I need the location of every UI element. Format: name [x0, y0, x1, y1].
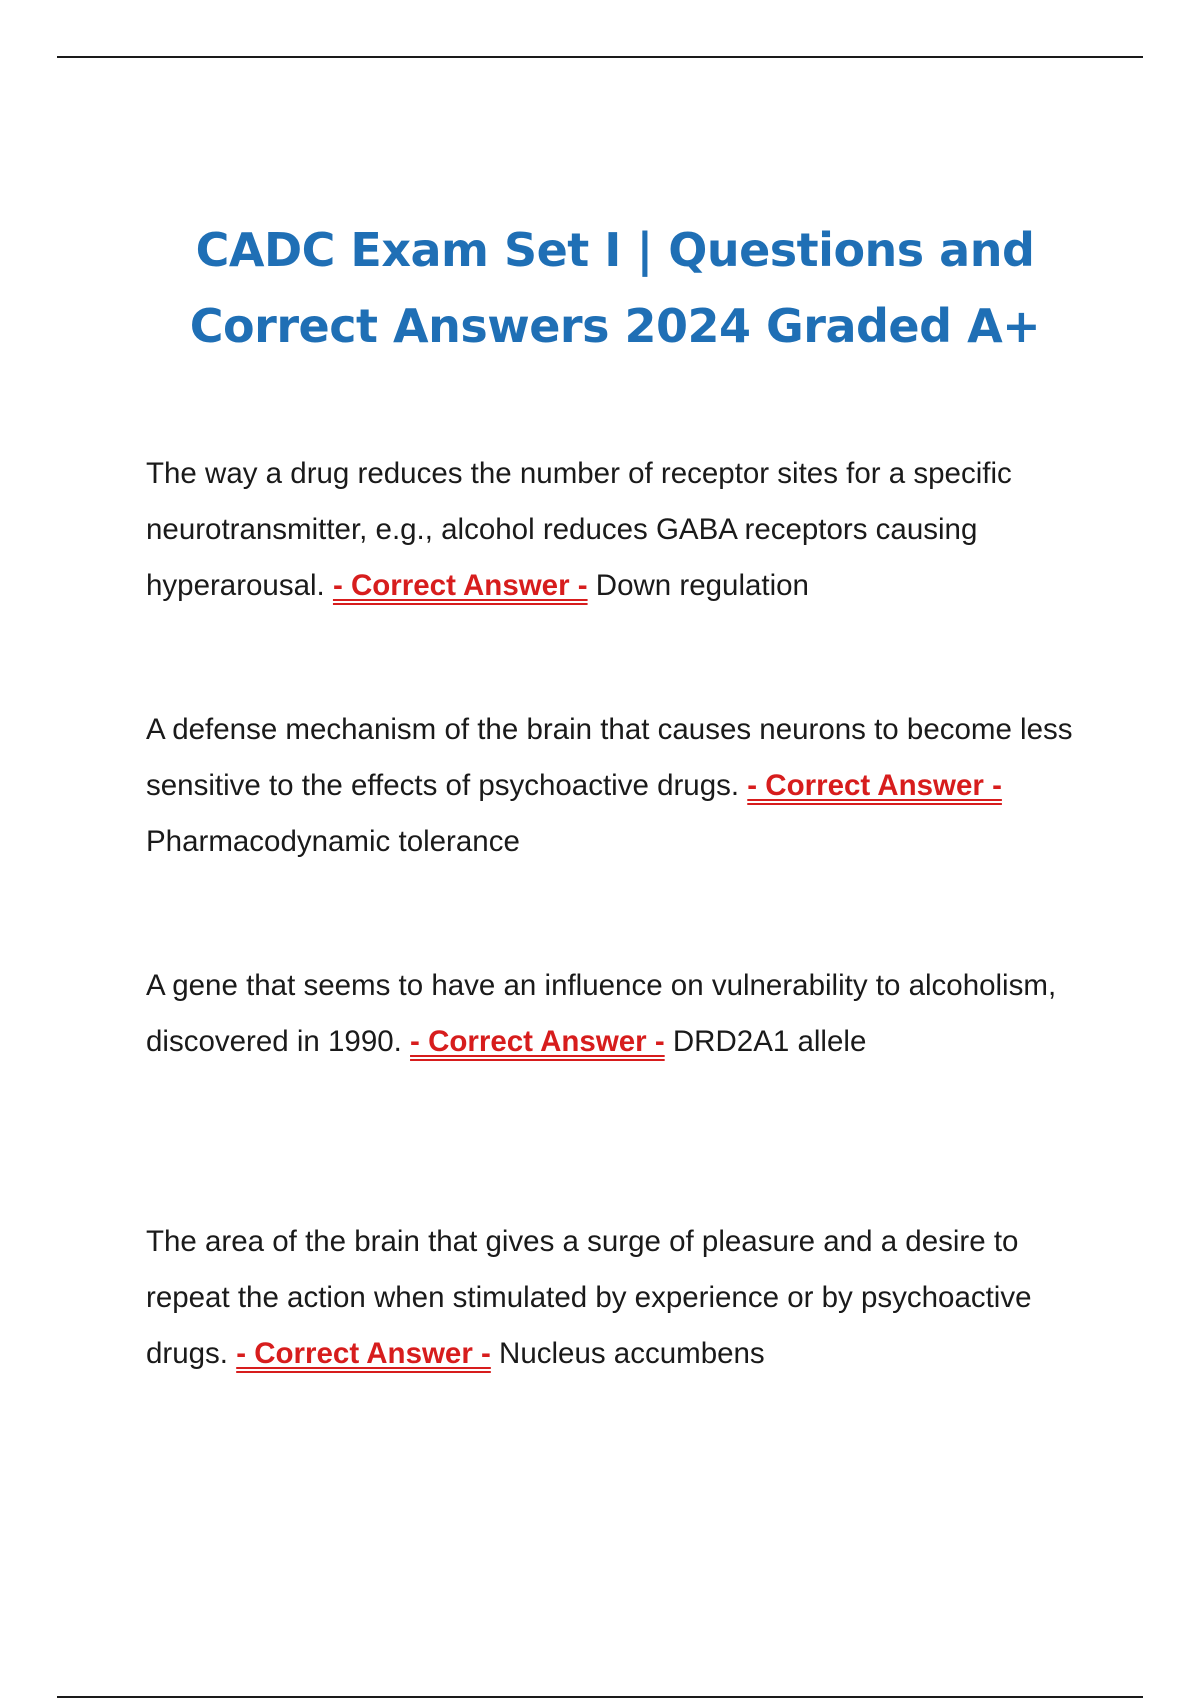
- qa-item: [146, 702, 1086, 870]
- question-text: The area of the brain that gives a surge of pleasure and a desire to repeat the action when stimulated by experience or by psychoactive drugs.: [146, 1225, 1032, 1370]
- answer-text: Nucleus accumbens: [499, 1337, 765, 1370]
- question-text: A gene that seems to have an influence on vulnerability to alcoholism, discovered in 1990.: [146, 969, 1057, 1058]
- correct-answer-marker: - Correct Answer -: [410, 1025, 665, 1058]
- answer-text: DRD2A1 allele: [672, 1025, 867, 1058]
- bottom-rule: [57, 1696, 1143, 1698]
- qa-item: [146, 446, 1086, 614]
- correct-answer-marker: - Correct Answer -: [747, 769, 1002, 802]
- question-text: A defense mechanism of the brain that causes neurons to become less sensitive to the effects of psychoactive drugs.: [146, 713, 1073, 802]
- qa-item: [146, 958, 1086, 1070]
- answer-text: Down regulation: [595, 569, 809, 602]
- question-text: The way a drug reduces the number of receptor sites for a specific neurotransmitter, e.g., alcohol reduces GABA receptors causing hyperarousal.: [146, 457, 1012, 602]
- qa-item: [146, 1214, 1086, 1382]
- correct-answer-marker: - Correct Answer -: [332, 569, 588, 602]
- top-rule: [57, 56, 1143, 58]
- answer-text: Pharmacodynamic tolerance: [146, 825, 520, 858]
- correct-answer-marker: - Correct Answer -: [236, 1337, 491, 1370]
- document-title: CADC Exam Set I | Questions and Correct Answers 2024 Graded A+: [189, 223, 1041, 353]
